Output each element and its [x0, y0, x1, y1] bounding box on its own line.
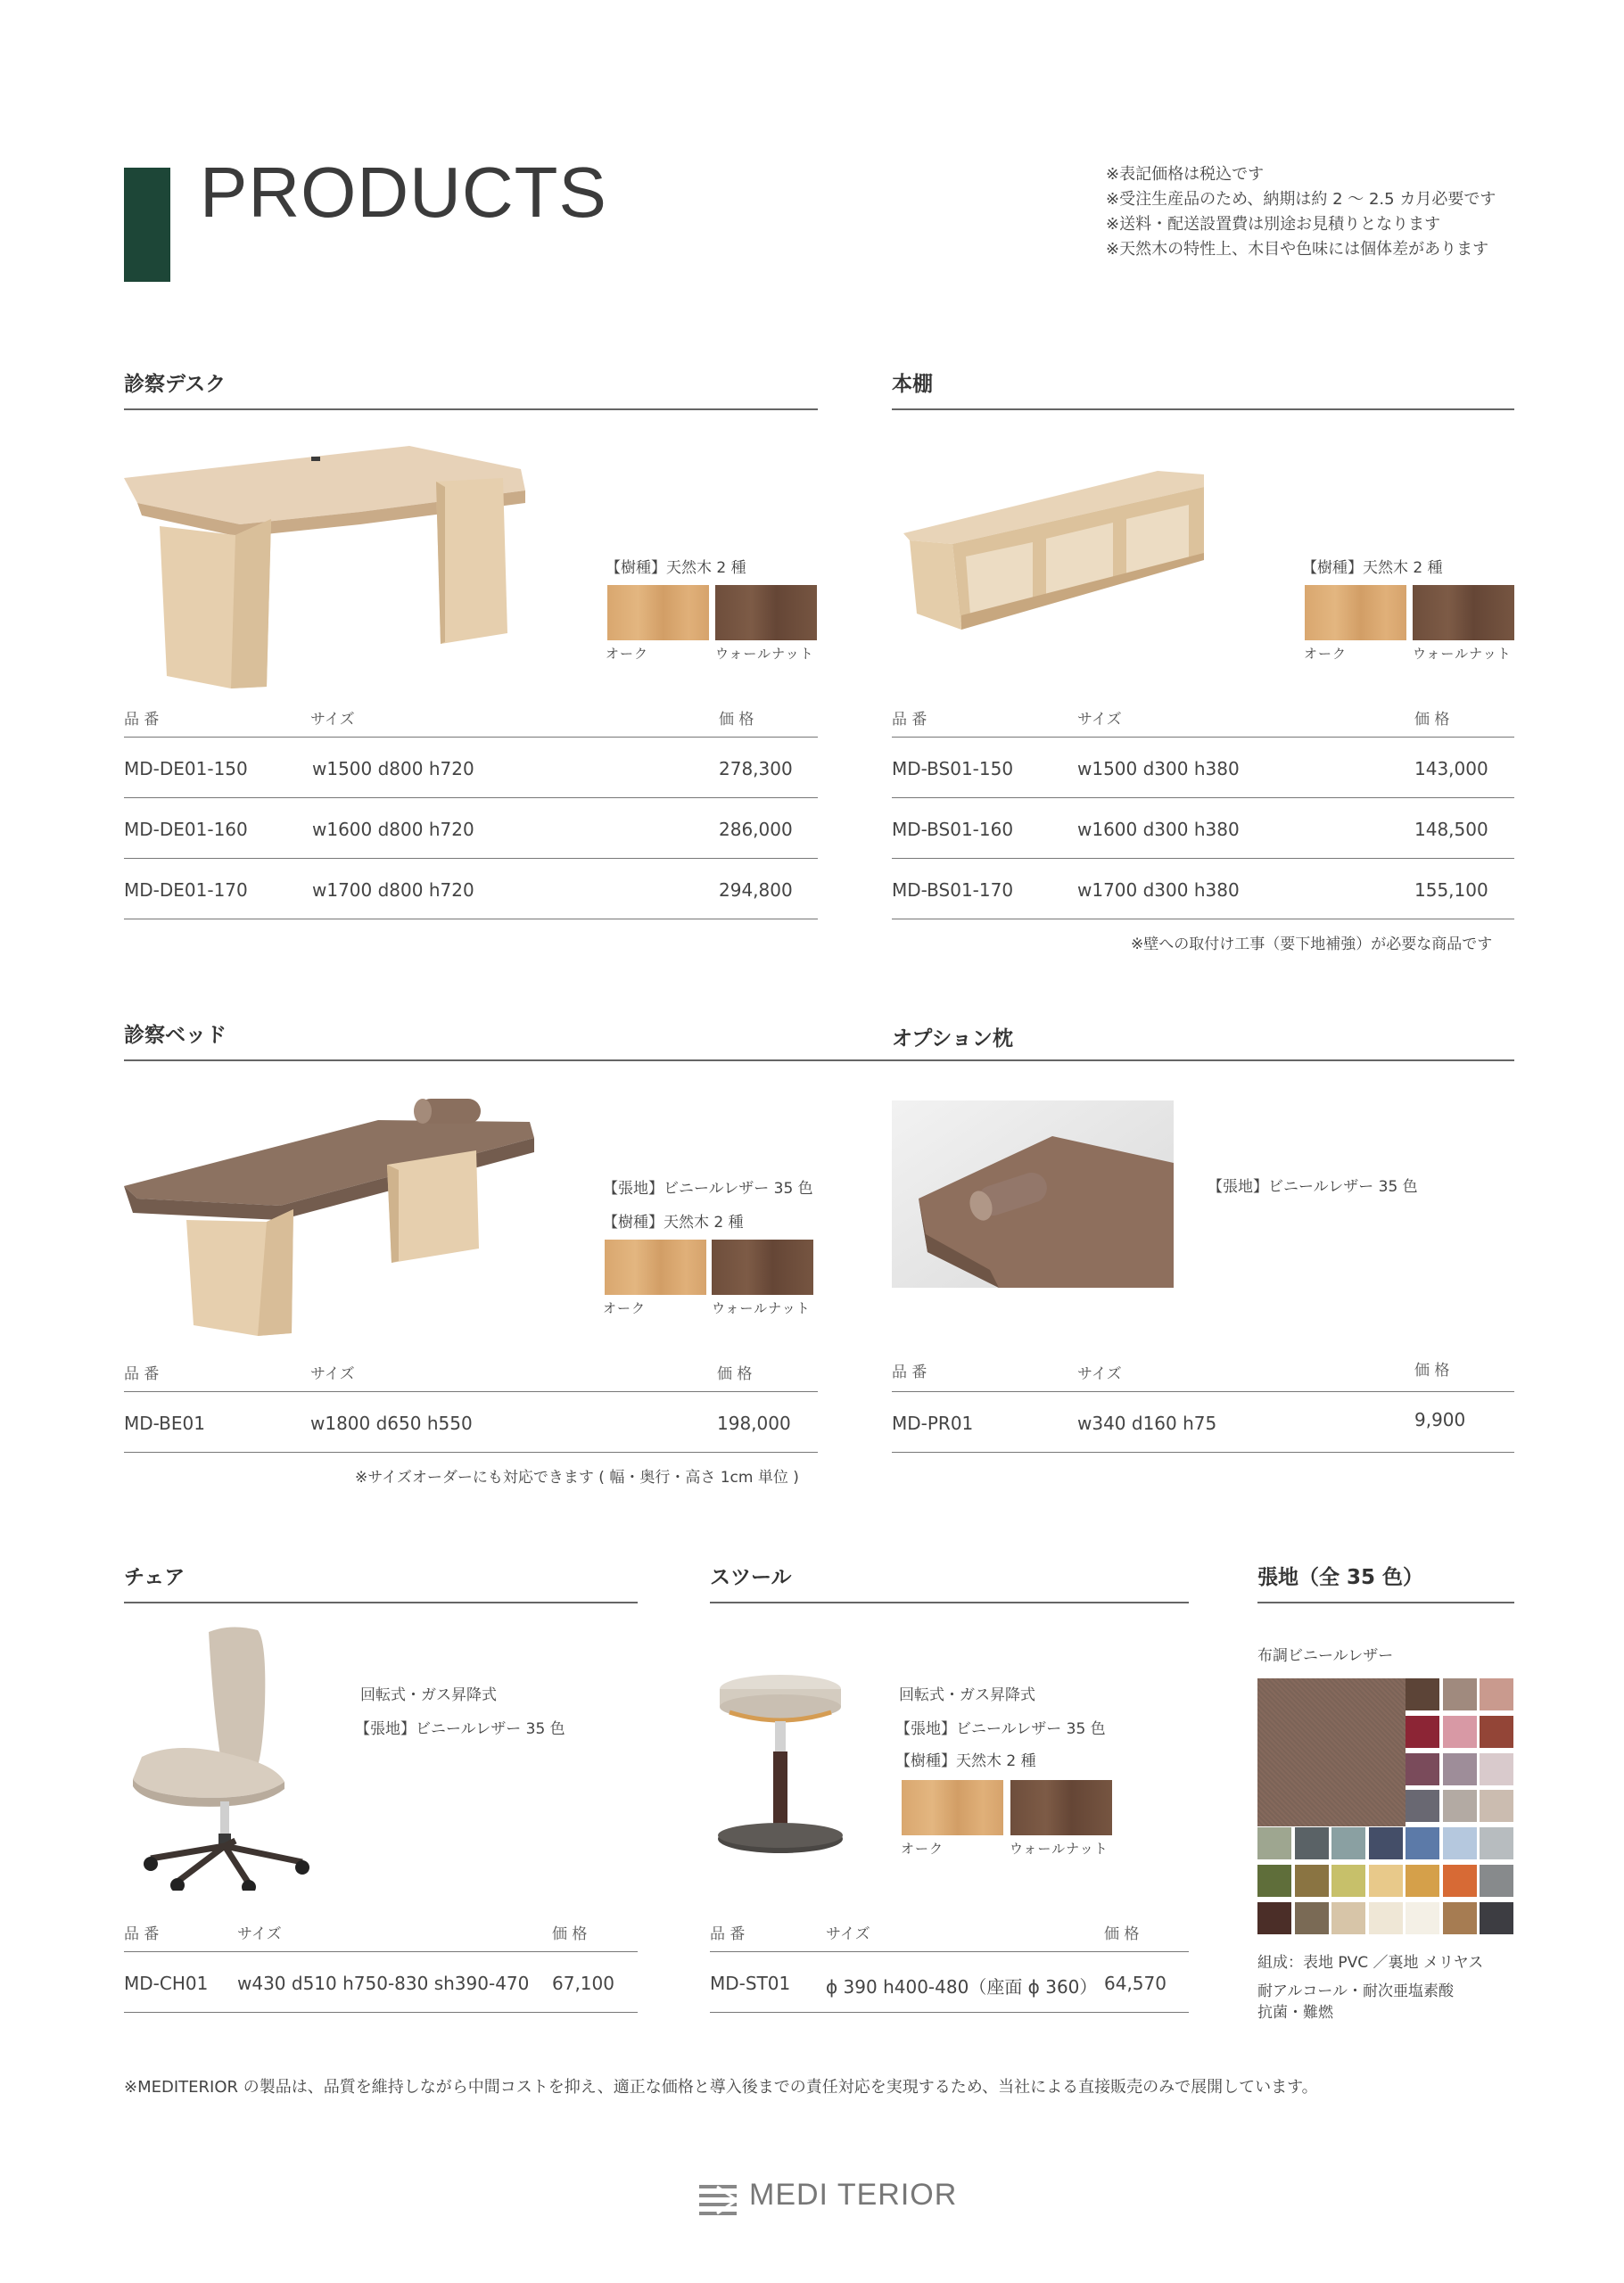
- desk-oak-label: オーク: [606, 646, 649, 662]
- table-rule: [710, 1951, 1189, 1952]
- stool-image: [713, 1673, 847, 1860]
- fabric-color-swatch: [1443, 1902, 1477, 1934]
- pillow-image: [892, 1100, 1174, 1288]
- stool-header-size: サイズ: [826, 1925, 870, 1943]
- bed-oak-label: オーク: [603, 1300, 647, 1316]
- desk-row-price: 294,800: [719, 879, 793, 901]
- desk-header-size: サイズ: [310, 711, 355, 729]
- fabric-subtitle: 布調ビニールレザー: [1257, 1647, 1394, 1665]
- desk-row-code: MD-DE01-160: [124, 819, 248, 840]
- table-rule: [892, 797, 1514, 798]
- fabric-color-swatch: [1480, 1865, 1513, 1897]
- stool-fabric-label: 【張地】ビニールレザー 35 色: [895, 1720, 1106, 1738]
- desk-row-size: w1700 d800 h720: [312, 879, 474, 901]
- chair-row-size: w430 d510 h750-830 sh390-470: [237, 1973, 530, 1994]
- fabric-color-swatch: [1443, 1865, 1477, 1897]
- bed-row-size: w1800 d650 h550: [310, 1413, 473, 1434]
- shelf-row-price: 148,500: [1414, 819, 1488, 840]
- header-notes: [1106, 162, 1496, 262]
- shelf-row-price: 143,000: [1414, 758, 1488, 779]
- fabric-title-rule: [1257, 1602, 1514, 1603]
- shelf-row-size: w1700 d300 h380: [1077, 879, 1240, 901]
- table-rule: [124, 2012, 638, 2013]
- bed-image: [124, 1088, 543, 1338]
- bed-oak-swatch: [605, 1240, 706, 1295]
- chair-header-size: サイズ: [237, 1925, 282, 1943]
- note-lead-time: ※受注生産品のため、納期は約 2 ～ 2.5 カ月必要です: [1106, 190, 1496, 209]
- shelf-row-size: w1600 d300 h380: [1077, 819, 1240, 840]
- pillow-header-size: サイズ: [1077, 1365, 1122, 1383]
- bed-walnut-swatch: [712, 1240, 813, 1295]
- shelf-row-code: MD-BS01-160: [892, 819, 1014, 840]
- stool-title-rule: [710, 1602, 1189, 1603]
- pillow-row-code: MD-PR01: [892, 1413, 974, 1434]
- shelf-header-code: 品 番: [892, 711, 927, 729]
- shelf-section-title: 本棚: [892, 373, 933, 396]
- bed-row-code: MD-BE01: [124, 1413, 205, 1434]
- fabric-color-swatch: [1406, 1902, 1439, 1934]
- fabric-color-swatch: [1257, 1865, 1291, 1897]
- stool-header-price: 価 格: [1104, 1925, 1140, 1943]
- stool-wood-label: 【樹種】天然木 2 種: [895, 1752, 1036, 1770]
- table-rule: [124, 1391, 818, 1392]
- bed-walnut-label: ウォールナット: [712, 1300, 811, 1316]
- fabric-color-swatch: [1406, 1865, 1439, 1897]
- shelf-oak-label: オーク: [1304, 646, 1348, 662]
- table-rule: [892, 858, 1514, 859]
- desk-row-size: w1500 d800 h720: [312, 758, 474, 779]
- chair-row-code: MD-CH01: [124, 1973, 209, 1994]
- bed-row-price: 198,000: [717, 1413, 791, 1434]
- fabric-color-swatch: [1295, 1865, 1329, 1897]
- shelf-walnut-swatch: [1413, 585, 1514, 640]
- shelf-row-price: 155,100: [1414, 879, 1488, 901]
- note-tax: ※表記価格は税込です: [1106, 165, 1265, 184]
- stool-row-code: MD-ST01: [710, 1973, 791, 1994]
- fabric-color-swatch: [1295, 1902, 1329, 1934]
- desk-row-price: 286,000: [719, 819, 793, 840]
- fabric-color-swatch: [1295, 1827, 1329, 1859]
- table-rule: [124, 1951, 638, 1952]
- chair-section-title: チェア: [124, 1566, 185, 1589]
- fabric-color-swatch: [1406, 1790, 1439, 1822]
- shelf-image: [899, 464, 1211, 642]
- logo-mark-icon: [697, 2181, 738, 2219]
- fabric-color-swatch: [1480, 1716, 1513, 1748]
- note-wood: ※天然木の特性上、木目や色味には個体差があります: [1106, 240, 1489, 259]
- table-rule: [124, 737, 818, 738]
- note-shipping: ※送料・配送設置費は別途お見積りとなります: [1106, 215, 1441, 234]
- title-accent-bar: [124, 168, 170, 282]
- page-title: PRODUCTS: [200, 152, 607, 232]
- table-rule: [892, 1391, 1514, 1392]
- stool-spec-swivel: 回転式・ガス昇降式: [899, 1686, 1035, 1704]
- chair-image: [124, 1623, 329, 1891]
- fabric-color-swatch: [1443, 1716, 1477, 1748]
- shelf-wood-label: 【樹種】天然木 2 種: [1302, 559, 1443, 577]
- fabric-feature-alcohol: 耐アルコール・耐次亜塩素酸: [1257, 1982, 1454, 2000]
- footer-note: ※MEDITERIOR の製品は、品質を維持しながら中間コストを抑え、適正な価格と導入後までの責任対応を実現するため、当社による直接販売のみで展開しています。: [124, 2078, 1318, 2097]
- fabric-color-swatch: [1257, 1902, 1291, 1934]
- chair-row-price: 67,100: [552, 1973, 614, 1994]
- fabric-color-swatch: [1480, 1678, 1513, 1710]
- pillow-row-size: w340 d160 h75: [1077, 1413, 1217, 1434]
- fabric-section-title: 張地（全 35 色）: [1257, 1566, 1424, 1589]
- fabric-color-swatch: [1331, 1827, 1365, 1859]
- table-rule: [892, 737, 1514, 738]
- table-rule: [892, 1452, 1514, 1453]
- fabric-color-swatch: [1480, 1790, 1513, 1822]
- pillow-section-title: オプション枕: [892, 1027, 1013, 1051]
- desk-section-title: 診察デスク: [124, 373, 227, 396]
- bed-fabric-label: 【張地】ビニールレザー 35 色: [603, 1180, 813, 1198]
- bed-header-price: 価 格: [717, 1365, 753, 1383]
- shelf-row-code: MD-BS01-170: [892, 879, 1014, 901]
- shelf-header-price: 価 格: [1414, 711, 1450, 729]
- fabric-color-swatch: [1369, 1827, 1403, 1859]
- desk-row-code: MD-DE01-150: [124, 758, 248, 779]
- fabric-color-swatch: [1406, 1753, 1439, 1785]
- pillow-fabric-label: 【張地】ビニールレザー 35 色: [1208, 1178, 1418, 1196]
- shelf-row-size: w1500 d300 h380: [1077, 758, 1240, 779]
- bed-header-code: 品 番: [124, 1365, 160, 1383]
- pillow-row-price: 9,900: [1414, 1409, 1466, 1430]
- desk-walnut-label: ウォールナット: [715, 646, 814, 662]
- fabric-color-swatch: [1406, 1716, 1439, 1748]
- pillow-header-price: 価 格: [1414, 1362, 1450, 1380]
- table-rule: [124, 858, 818, 859]
- table-rule: [124, 797, 818, 798]
- fabric-color-swatch: [1406, 1827, 1439, 1859]
- desk-walnut-swatch: [715, 585, 817, 640]
- bed-header-size: サイズ: [310, 1365, 355, 1383]
- stool-row-size: ϕ 390 h400-480（座面 ϕ 360）: [826, 1976, 1098, 1998]
- fabric-color-swatch: [1369, 1865, 1403, 1897]
- stool-walnut-label: ウォールナット: [1010, 1841, 1109, 1857]
- desk-row-size: w1600 d800 h720: [312, 819, 474, 840]
- shelf-row-code: MD-BS01-150: [892, 758, 1014, 779]
- bed-note: ※サイズオーダーにも対応できます ( 幅・奥行・高さ 1cm 単位 ): [355, 1469, 799, 1487]
- chair-spec-swivel: 回転式・ガス昇降式: [360, 1686, 497, 1704]
- desk-row-code: MD-DE01-170: [124, 879, 248, 901]
- logo-text: MEDI TERIOR: [749, 2178, 958, 2212]
- fabric-color-swatch: [1443, 1790, 1477, 1822]
- shelf-oak-swatch: [1305, 585, 1406, 640]
- desk-header-price: 価 格: [719, 711, 754, 729]
- fabric-color-swatch: [1443, 1753, 1477, 1785]
- stool-header-code: 品 番: [710, 1925, 746, 1943]
- desk-header-code: 品 番: [124, 711, 160, 729]
- stool-oak-swatch: [902, 1780, 1003, 1835]
- chair-title-rule: [124, 1602, 638, 1603]
- stool-section-title: スツール: [710, 1566, 792, 1589]
- bed-section-title: 診察ベッド: [124, 1024, 227, 1047]
- fabric-feature-antibacterial: 抗菌・難燃: [1257, 2004, 1333, 2022]
- fabric-color-swatch: [1331, 1865, 1365, 1897]
- fabric-color-swatch: [1480, 1753, 1513, 1785]
- chair-header-price: 価 格: [552, 1925, 588, 1943]
- bed-wood-label: 【樹種】天然木 2 種: [603, 1214, 744, 1232]
- fabric-color-grid: [1257, 1678, 1516, 1939]
- desk-wood-label: 【樹種】天然木 2 種: [606, 559, 746, 577]
- pillow-header-code: 品 番: [892, 1364, 927, 1381]
- fabric-color-swatch: [1331, 1902, 1365, 1934]
- table-rule: [710, 2012, 1189, 2013]
- bed-pillow-title-rule: [124, 1059, 1514, 1061]
- desk-title-rule: [124, 408, 818, 410]
- shelf-header-size: サイズ: [1077, 711, 1122, 729]
- fabric-composition: 組成：表地 PVC ／裏地 メリヤス: [1257, 1954, 1484, 1972]
- table-rule: [124, 1452, 818, 1453]
- fabric-color-swatch: [1406, 1678, 1439, 1710]
- stool-row-price: 64,570: [1104, 1973, 1166, 1994]
- fabric-color-swatch: [1480, 1902, 1513, 1934]
- desk-image: [124, 437, 534, 696]
- fabric-color-swatch: [1257, 1827, 1291, 1859]
- fabric-color-swatch: [1443, 1678, 1477, 1710]
- shelf-note: ※壁への取付け工事（要下地補強）が必要な商品です: [1131, 935, 1493, 953]
- stool-oak-label: オーク: [901, 1841, 944, 1857]
- fabric-color-swatch: [1369, 1902, 1403, 1934]
- desk-oak-swatch: [607, 585, 709, 640]
- fabric-color-swatch: [1480, 1827, 1513, 1859]
- desk-row-price: 278,300: [719, 758, 793, 779]
- shelf-walnut-label: ウォールナット: [1413, 646, 1512, 662]
- stool-walnut-swatch: [1010, 1780, 1112, 1835]
- shelf-title-rule: [892, 408, 1514, 410]
- fabric-color-swatch: [1443, 1827, 1477, 1859]
- chair-header-code: 品 番: [124, 1925, 160, 1943]
- chair-fabric-label: 【張地】ビニールレザー 35 色: [355, 1720, 565, 1738]
